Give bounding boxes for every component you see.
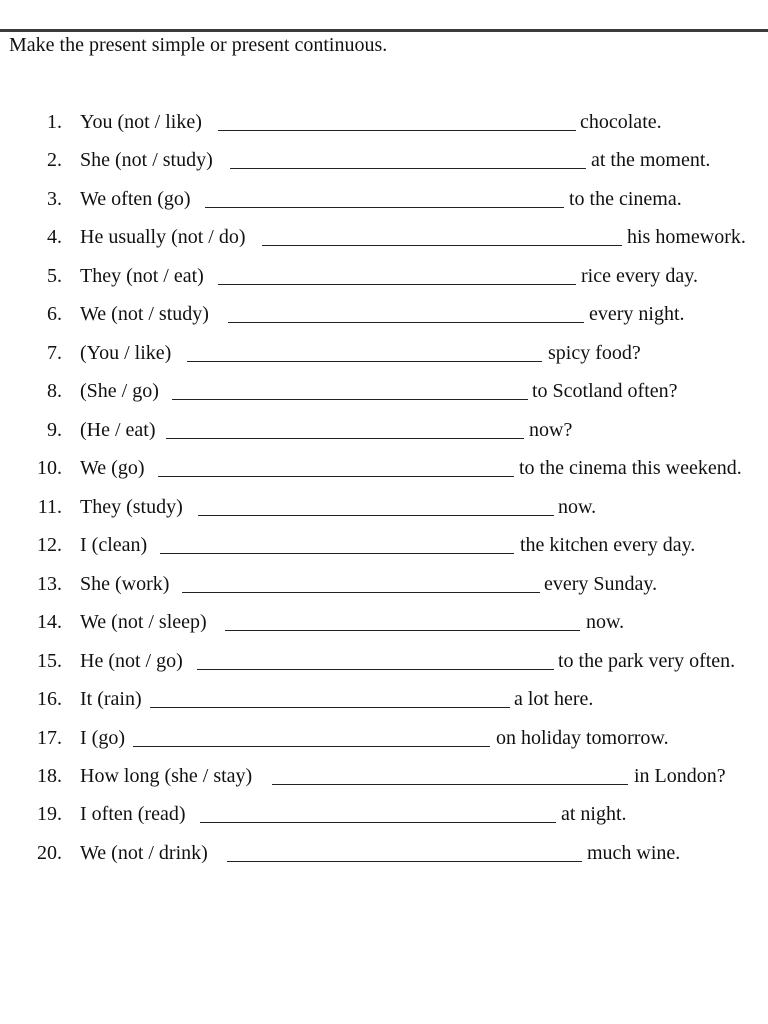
item-prompt: (You / like)	[80, 342, 172, 364]
item-number: 10.	[37, 457, 62, 479]
exercise-item	[0, 224, 768, 250]
item-number: 2.	[47, 149, 62, 171]
item-number: 6.	[47, 303, 62, 325]
item-ending: his homework.	[627, 226, 746, 248]
exercise-item	[0, 378, 768, 404]
item-prompt: He usually (not / do)	[80, 226, 246, 248]
item-number: 3.	[47, 188, 62, 210]
item-prompt: She (work)	[80, 573, 170, 595]
item-prompt: I (clean)	[80, 534, 148, 556]
answer-blank[interactable]	[160, 553, 514, 554]
exercise-item	[0, 301, 768, 327]
exercise-item	[0, 532, 768, 558]
item-number: 15.	[37, 650, 62, 672]
item-prompt: I often (read)	[80, 803, 186, 825]
answer-blank[interactable]	[218, 284, 576, 285]
exercise-item	[0, 840, 768, 866]
item-ending: rice every day.	[581, 265, 698, 287]
answer-blank[interactable]	[228, 322, 584, 323]
answer-blank[interactable]	[197, 669, 554, 670]
exercise-item	[0, 186, 768, 212]
item-ending: at night.	[561, 803, 627, 825]
item-prompt: It (rain)	[80, 688, 142, 710]
item-ending: in London?	[634, 765, 726, 787]
item-ending: on holiday tomorrow.	[496, 727, 669, 749]
item-number: 8.	[47, 380, 62, 402]
answer-blank[interactable]	[166, 438, 524, 439]
exercise-item	[0, 340, 768, 366]
item-number: 12.	[37, 534, 62, 556]
item-prompt: How long (she / stay)	[80, 765, 253, 787]
answer-blank[interactable]	[218, 130, 576, 131]
item-prompt: You (not / like)	[80, 111, 202, 133]
exercise-item	[0, 455, 768, 481]
item-prompt: (He / eat)	[80, 419, 156, 441]
item-ending: spicy food?	[548, 342, 641, 364]
item-prompt: They (study)	[80, 496, 183, 518]
item-number: 17.	[37, 727, 62, 749]
item-number: 18.	[37, 765, 62, 787]
answer-blank[interactable]	[227, 861, 582, 862]
answer-blank[interactable]	[182, 592, 540, 593]
item-number: 14.	[37, 611, 62, 633]
answer-blank[interactable]	[272, 784, 628, 785]
item-number: 7.	[47, 342, 62, 364]
answer-blank[interactable]	[172, 399, 528, 400]
item-number: 11.	[37, 496, 62, 518]
item-ending: now?	[529, 419, 573, 441]
item-prompt: (She / go)	[80, 380, 159, 402]
item-prompt: She (not / study)	[80, 149, 213, 171]
answer-blank[interactable]	[187, 361, 542, 362]
exercise-item	[0, 263, 768, 289]
item-prompt: He (not / go)	[80, 650, 183, 672]
exercise-item	[0, 147, 768, 173]
answer-blank[interactable]	[205, 207, 564, 208]
exercise-item	[0, 609, 768, 635]
item-prompt: They (not / eat)	[80, 265, 204, 287]
item-ending: to Scotland often?	[532, 380, 678, 402]
item-ending: now.	[558, 496, 597, 518]
item-number: 5.	[47, 265, 62, 287]
item-ending: every night.	[589, 303, 685, 325]
item-prompt: We (not / sleep)	[80, 611, 207, 633]
item-ending: to the park very often.	[558, 650, 736, 672]
answer-blank[interactable]	[262, 245, 622, 246]
item-number: 1.	[47, 111, 62, 133]
item-ending: now.	[586, 611, 625, 633]
item-ending: the kitchen every day.	[520, 534, 696, 556]
answer-blank[interactable]	[225, 630, 580, 631]
item-number: 20.	[37, 842, 62, 864]
exercise-item	[0, 686, 768, 712]
item-prompt: We (not / study)	[80, 303, 209, 325]
exercise-item	[0, 417, 768, 443]
exercise-item	[0, 725, 768, 751]
item-prompt: We often (go)	[80, 188, 191, 210]
item-number: 13.	[37, 573, 62, 595]
item-ending: a lot here.	[514, 688, 594, 710]
exercise-item	[0, 801, 768, 827]
exercise-item	[0, 648, 768, 674]
answer-blank[interactable]	[198, 515, 554, 516]
item-ending: much wine.	[587, 842, 681, 864]
exercise-item	[0, 571, 768, 597]
answer-blank[interactable]	[150, 707, 510, 708]
item-ending: at the moment.	[591, 149, 711, 171]
answer-blank[interactable]	[133, 746, 490, 747]
answer-blank[interactable]	[230, 168, 586, 169]
item-prompt: We (not / drink)	[80, 842, 208, 864]
item-prompt: We (go)	[80, 457, 145, 479]
item-ending: every Sunday.	[544, 573, 658, 595]
answer-blank[interactable]	[158, 476, 514, 477]
instruction-text: Make the present simple or present continuous.	[9, 34, 388, 56]
item-number: 16.	[37, 688, 62, 710]
item-number: 4.	[47, 226, 62, 248]
item-number: 19.	[37, 803, 62, 825]
item-ending: chocolate.	[580, 111, 662, 133]
exercise-item	[0, 763, 768, 789]
item-prompt: I (go)	[80, 727, 125, 749]
item-ending: to the cinema this weekend.	[519, 457, 742, 479]
item-number: 9.	[47, 419, 62, 441]
exercise-item	[0, 494, 768, 520]
exercise-item	[0, 109, 768, 135]
item-ending: to the cinema.	[569, 188, 682, 210]
answer-blank[interactable]	[200, 822, 556, 823]
